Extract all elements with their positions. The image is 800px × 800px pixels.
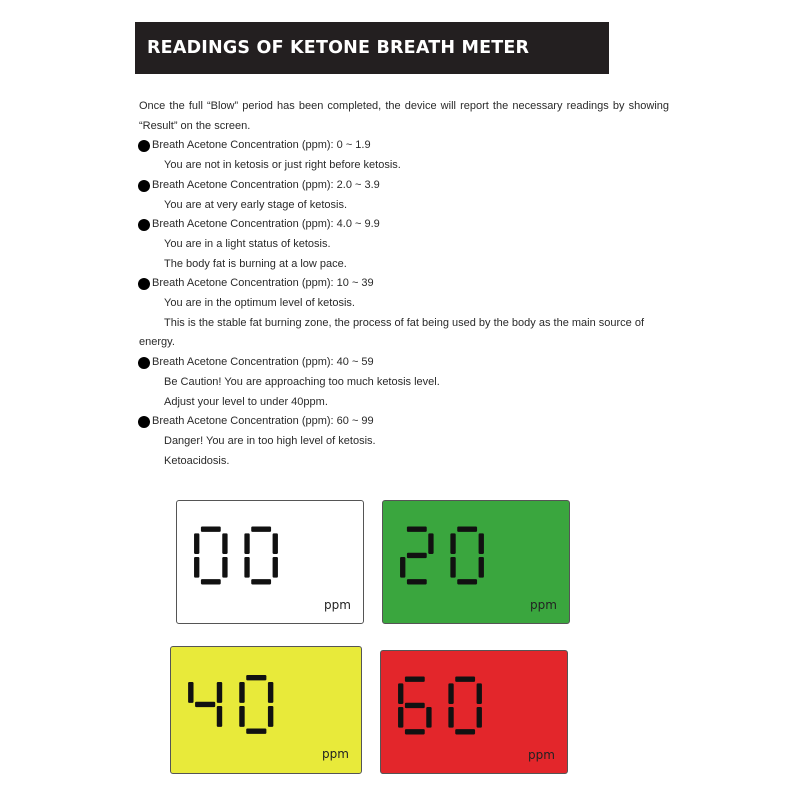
page-title: READINGS OF KETONE BREATH METER xyxy=(147,38,530,58)
range-item xyxy=(139,215,669,274)
range-description: Be Caution! You are approaching too much ketosis level. xyxy=(164,375,440,388)
lcd-segment xyxy=(405,729,425,734)
lcd-segment xyxy=(194,557,199,578)
lcd-segment xyxy=(188,682,193,703)
lcd-segment xyxy=(407,527,427,532)
lcd-digits xyxy=(191,521,313,593)
range-description: Adjust your level to under 40ppm. xyxy=(164,395,328,408)
lcd-segment xyxy=(457,579,477,584)
lcd-segment xyxy=(477,683,482,704)
bullet-icon xyxy=(138,140,150,152)
lcd-segment xyxy=(222,557,227,578)
lcd-segment xyxy=(450,557,455,578)
lcd-segment xyxy=(222,533,227,554)
unit-label: ppm xyxy=(530,598,557,612)
bullet-icon xyxy=(138,416,150,428)
lcd-segment xyxy=(407,553,427,558)
lcd-segment xyxy=(398,707,403,728)
instructions-text xyxy=(139,97,669,471)
lcd-segment xyxy=(244,533,249,554)
lcd-digits xyxy=(397,521,519,593)
intro-paragraph: Once the full “Blow” period has been completed, the device will report the necessary readings by showing “Result” on the screen. xyxy=(139,100,669,132)
lcd-segment xyxy=(398,683,403,704)
lcd-segment xyxy=(479,533,484,554)
lcd-segment xyxy=(426,707,431,728)
lcd-segment xyxy=(251,579,271,584)
range-item xyxy=(139,353,669,412)
unit-label: ppm xyxy=(528,748,555,762)
lcd-segment xyxy=(195,702,215,707)
lcd-segment xyxy=(405,677,425,682)
range-description: This is the stable fat burning zone, the process of fat being used by the body as the main source of energy. xyxy=(139,316,645,349)
lcd-segment xyxy=(246,675,266,680)
lcd-segment xyxy=(450,533,455,554)
lcd-segment xyxy=(201,527,221,532)
unit-label: ppm xyxy=(324,598,351,612)
lcd-segment xyxy=(457,527,477,532)
range-description: You are in the optimum level of ketosis. xyxy=(164,297,355,310)
lcd-segment xyxy=(405,703,425,708)
lcd-segment xyxy=(448,707,453,728)
lcd-segment xyxy=(246,728,266,733)
range-description: You are at very early stage of ketosis. xyxy=(164,198,348,211)
lcd-display-white xyxy=(176,500,364,624)
range-label: Breath Acetone Concentration (ppm): 10 ~ 39 xyxy=(152,277,374,290)
range-item xyxy=(139,274,669,353)
range-item xyxy=(139,136,669,175)
range-label: Breath Acetone Concentration (ppm): 0 ~ 1.9 xyxy=(152,139,371,152)
title-banner xyxy=(135,22,609,74)
lcd-digits xyxy=(395,671,517,743)
lcd-display-red xyxy=(380,650,568,774)
lcd-segment xyxy=(244,557,249,578)
bullet-icon xyxy=(138,278,150,290)
lcd-segment xyxy=(217,706,222,727)
lcd-display-yellow xyxy=(170,646,362,774)
range-label: Breath Acetone Concentration (ppm): 40 ~ 59 xyxy=(152,356,374,369)
lcd-segment xyxy=(400,557,405,578)
lcd-digits xyxy=(185,669,309,743)
lcd-segment xyxy=(268,706,273,727)
lcd-segment xyxy=(273,533,278,554)
lcd-segment xyxy=(201,579,221,584)
unit-label: ppm xyxy=(322,747,349,761)
lcd-segment xyxy=(239,706,244,727)
bullet-icon xyxy=(138,180,150,192)
lcd-segment xyxy=(448,683,453,704)
lcd-segment xyxy=(194,533,199,554)
range-item xyxy=(139,412,669,471)
range-label: Breath Acetone Concentration (ppm): 60 ~ 99 xyxy=(152,415,374,428)
bullet-icon xyxy=(138,219,150,231)
range-description: You are in a light status of ketosis. xyxy=(164,237,331,250)
range-description: The body fat is burning at a low pace. xyxy=(164,257,347,270)
range-label: Breath Acetone Concentration (ppm): 4.0 ~ 9.9 xyxy=(152,218,380,231)
lcd-segment xyxy=(239,682,244,703)
lcd-segment xyxy=(251,527,271,532)
lcd-segment xyxy=(479,557,484,578)
range-description: Ketoacidosis. xyxy=(164,454,230,467)
lcd-segment xyxy=(455,729,475,734)
lcd-segment xyxy=(273,557,278,578)
range-label: Breath Acetone Concentration (ppm): 2.0 ~ 3.9 xyxy=(152,178,380,191)
lcd-segment xyxy=(268,682,273,703)
range-item xyxy=(139,176,669,215)
lcd-segment xyxy=(407,579,427,584)
bullet-icon xyxy=(138,357,150,369)
lcd-display-green xyxy=(382,500,570,624)
lcd-segment xyxy=(428,533,433,554)
lcd-segment xyxy=(455,677,475,682)
lcd-segment xyxy=(477,707,482,728)
range-description: You are not in ketosis or just right before ketosis. xyxy=(164,159,401,172)
range-description: Danger! You are in too high level of ketosis. xyxy=(164,434,376,447)
lcd-segment xyxy=(217,682,222,703)
